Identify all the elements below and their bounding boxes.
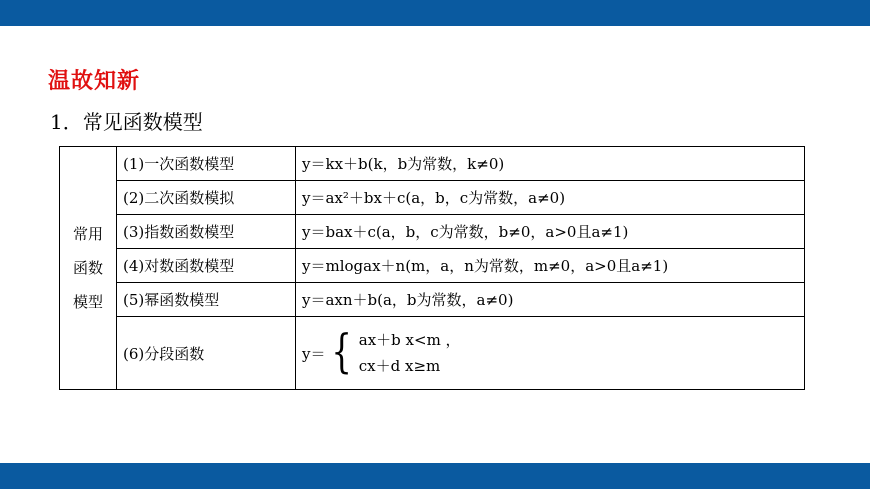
left-brace-icon: { [331, 324, 353, 378]
table-row [60, 283, 805, 317]
piecewise-case: cx＋d x≥m [358, 357, 441, 375]
piecewise-formula [296, 317, 805, 390]
function-model-table [59, 146, 805, 390]
model-name: (5)幂函数模型 [117, 283, 296, 317]
table-row [60, 147, 805, 181]
category-line: 模型 [72, 293, 103, 311]
section-subtitle: 1．常见函数模型 [50, 110, 203, 134]
category-cell [60, 147, 117, 390]
table-row [60, 215, 805, 249]
category-line: 函数 [72, 259, 103, 277]
model-name: (3)指数函数模型 [117, 215, 296, 249]
model-name: (1)一次函数模型 [117, 147, 296, 181]
top-bar [0, 0, 870, 26]
model-name: (6)分段函数 [117, 317, 296, 390]
model-formula: y＝axn＋b(a，b为常数，a≠0) [296, 283, 805, 317]
section-heading: 温故知新 [48, 68, 141, 94]
model-formula: y＝mlogax＋n(m，a，n为常数，m≠0，a>0且a≠1) [296, 249, 805, 283]
table-row [60, 181, 805, 215]
piecewise-prefix: y＝ [302, 344, 326, 363]
table-row [60, 317, 805, 390]
model-name: (2)二次函数模拟 [117, 181, 296, 215]
piecewise-case: ax＋b x<m ， [358, 331, 461, 349]
model-formula: y＝kx＋b(k，b为常数，k≠0) [296, 147, 805, 181]
model-formula: y＝bax＋c(a，b，c为常数，b≠0，a>0且a≠1) [296, 215, 805, 249]
table-row [60, 249, 805, 283]
piecewise-cases [359, 327, 461, 379]
bottom-bar [0, 463, 870, 489]
category-line: 常用 [72, 225, 103, 243]
model-name: (4)对数函数模型 [117, 249, 296, 283]
model-formula: y＝ax²＋bx＋c(a，b，c为常数，a≠0) [296, 181, 805, 215]
